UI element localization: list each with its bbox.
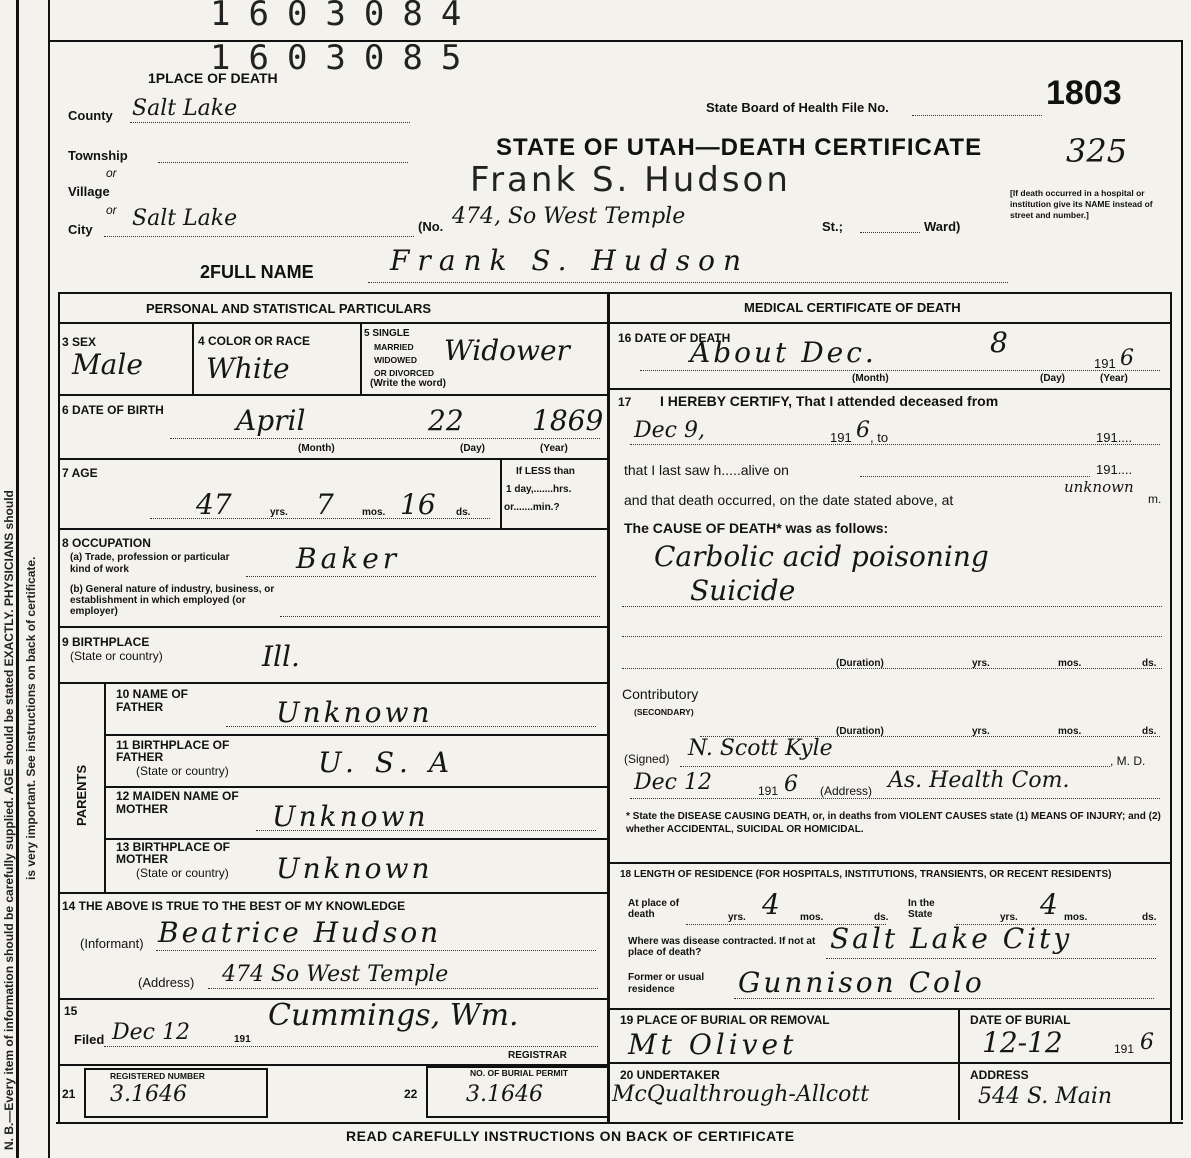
margin-note: N. B.—Every item of information should be carefully supplied. AGE should be stated EXACTLY. PHYSICIANS should	[2, 490, 16, 1150]
dob-month: April	[236, 404, 306, 437]
marital-value: Widower	[444, 334, 570, 367]
street-value: 474, So West Temple	[452, 204, 686, 229]
color-value: White	[206, 352, 290, 385]
age-months: 7	[316, 488, 334, 521]
sex-label: 3 SEX	[62, 335, 97, 349]
informant-label: (Informant)	[80, 936, 144, 951]
no-label: (No.	[418, 219, 444, 234]
occupation-label: 8 OCCUPATION	[62, 536, 151, 550]
at-place-label: At place of death	[628, 898, 680, 920]
dob-month-label: (Month)	[298, 443, 335, 454]
local-number: 325	[1066, 132, 1128, 170]
death-year-suffix: 6	[1120, 346, 1134, 371]
signed-year-suffix: 6	[784, 772, 798, 797]
sex-value: Male	[72, 348, 143, 381]
right-border	[1181, 40, 1183, 1120]
full-name-line	[368, 282, 1008, 283]
row-line-5	[58, 682, 608, 684]
mother-name-line	[256, 830, 596, 831]
last-saw-line	[860, 476, 1090, 477]
filed-year: 191	[234, 1034, 251, 1045]
registered-number-label: REGISTERED NUMBER	[110, 1071, 205, 1081]
marital-label-4: OR DIVORCED	[374, 368, 434, 378]
age-years: 47	[196, 488, 232, 521]
undertaker-value: McQualthrough-Allcott	[612, 1082, 870, 1107]
burial-date-value: 12-12	[982, 1026, 1063, 1059]
contracted-value: Salt Lake City	[830, 922, 1073, 955]
attended-line	[630, 444, 1160, 445]
mother-birthplace-sub: (State or country)	[136, 866, 229, 880]
margin-note-2: is very important. See instructions on back of certificate.	[24, 556, 38, 880]
full-name-label: 2FULL NAME	[200, 262, 314, 282]
certificate-title: STATE OF UTAH—DEATH CERTIFICATE	[496, 134, 983, 161]
burial-year: 191	[1114, 1042, 1135, 1056]
father-name-value: Unknown	[276, 696, 433, 729]
certify-number: 17	[618, 395, 632, 409]
burial-permit-label: NO. OF BURIAL PERMIT	[470, 1068, 569, 1078]
cause-line-2	[622, 636, 1162, 637]
dob-label: 6 DATE OF BIRTH	[62, 403, 164, 417]
duration-label-2: (Duration)	[836, 726, 884, 737]
duration-ds-1: ds.	[1142, 658, 1157, 669]
file-number-label: State Board of Health File No.	[706, 100, 889, 115]
father-birthplace-label: 11 BIRTHPLACE OF FATHER	[116, 738, 230, 764]
duration-yrs-2: yrs.	[972, 726, 990, 737]
death-year-prefix: 191	[1094, 356, 1116, 371]
informant-line	[156, 950, 596, 951]
duration-yrs-1: yrs.	[972, 658, 990, 669]
occupation-line	[246, 576, 596, 577]
death-time-value: unknown	[1064, 478, 1134, 496]
burial-place-label: 19 PLACE OF BURIAL OR REMOVAL	[620, 1013, 830, 1027]
at-place-ds-label: ds.	[874, 912, 889, 923]
less-than-label-2: 1 day,.......hrs.	[506, 484, 572, 495]
cause-of-death-value-2: Suicide	[690, 574, 796, 607]
city-label: City	[68, 222, 93, 237]
contracted-line	[826, 958, 1156, 959]
section-header-line	[58, 322, 1170, 324]
signed-line	[680, 766, 1110, 767]
marital-label-5: (Write the word)	[370, 378, 446, 389]
right-section-border	[1170, 292, 1172, 1122]
duration-ds-2: ds.	[1142, 726, 1157, 737]
row-line-2	[58, 458, 608, 460]
age-line	[150, 518, 490, 519]
mother-name-label: 12 MAIDEN NAME OF MOTHER	[116, 789, 239, 816]
former-residence-label: Former or usual residence	[628, 972, 705, 995]
contracted-label: Where was disease contracted. If not at place of death?	[628, 936, 816, 958]
certify-text: I HEREBY CERTIFY, That I attended deceased from	[660, 393, 999, 409]
typed-name: Frank S. Hudson	[470, 160, 791, 200]
item-22-number: 22	[404, 1087, 418, 1101]
signed-year: 191	[758, 784, 779, 798]
full-name-value: Frank S. Hudson	[390, 244, 750, 277]
footer-instructions: READ CAREFULLY INSTRUCTIONS ON BACK OF CERTIFICATE	[346, 1128, 795, 1144]
in-state-yrs-label: yrs.	[1000, 912, 1018, 923]
burial-place-value: Mt Olivet	[628, 1028, 798, 1061]
age-mos-label: mos.	[362, 507, 386, 518]
occupation-value: Baker	[296, 542, 401, 575]
burial-year-suffix: 6	[1140, 1030, 1154, 1055]
age-yrs-label: yrs.	[270, 507, 288, 518]
cause-of-death-value: Carbolic acid poisoning	[654, 540, 989, 573]
age-divider	[500, 458, 502, 528]
undertaker-address-value: 544 S. Main	[978, 1084, 1113, 1109]
hospital-note: [If death occurred in a hospital or institution give its NAME instead of street and number.]	[1010, 188, 1153, 220]
less-than-label-1: If LESS than	[516, 466, 575, 477]
last-saw-label: that I last saw h.....alive on	[624, 462, 789, 478]
less-than-label-3: or.......min.?	[504, 502, 560, 513]
death-date-label: 16 DATE OF DEATH	[618, 331, 731, 345]
in-state-ds-label: ds.	[1142, 912, 1157, 923]
dob-year: 1869	[532, 404, 604, 437]
item-15-number: 15	[64, 1004, 78, 1018]
dob-day: 22	[428, 404, 464, 437]
filed-line	[104, 1046, 598, 1047]
city-value: Salt Lake	[132, 206, 238, 231]
attended-from-year: 191	[830, 430, 852, 445]
bottom-border	[56, 1122, 1183, 1124]
death-day: 8	[990, 326, 1008, 359]
ward-line	[860, 232, 920, 233]
row-line-6	[104, 734, 608, 736]
secondary-label: (SECONDARY)	[634, 707, 694, 717]
township-label: Township	[68, 148, 128, 163]
file-number-line	[912, 115, 1042, 116]
father-name-label: 10 NAME OF FATHER	[116, 687, 189, 714]
to-label: , to	[870, 430, 889, 445]
signed-value: N. Scott Kyle	[688, 736, 833, 761]
row-line-3	[58, 528, 608, 530]
marital-label-2: MARRIED	[374, 342, 414, 352]
in-state-label: In the State	[908, 898, 935, 920]
former-residence-line	[734, 998, 1154, 999]
duration-line-1	[622, 668, 1162, 669]
occupation-a-label: (a) Trade, profession or particular kind of work	[70, 552, 230, 575]
signed-date: Dec 12	[634, 770, 712, 795]
parents-label: PARENTS	[74, 764, 89, 826]
row-line-1	[58, 394, 608, 396]
mother-birthplace-value: Unknown	[276, 852, 433, 885]
left-border	[16, 0, 19, 1158]
city-line	[104, 236, 414, 237]
registrar-label: REGISTRAR	[508, 1050, 567, 1061]
right-row-line-4	[608, 1062, 1170, 1064]
place-of-death-label: 1PLACE OF DEATH	[148, 70, 278, 86]
cause-footnote: * State the DISEASE CAUSING DEATH, or, in deaths from VIOLENT CAUSES state (1) MEANS OF INJURY; and (2) whether ACCIDENTAL, SUICIDAL OR HOMICIDAL.	[626, 811, 1161, 835]
right-row-line-3	[608, 1008, 1170, 1010]
or-label-2: or	[106, 203, 117, 217]
duration-mos-2: mos.	[1058, 726, 1082, 737]
dob-day-label: (Day)	[460, 443, 486, 454]
sex-divider	[192, 324, 194, 394]
undertaker-address-label: ADDRESS	[970, 1068, 1029, 1082]
stamp-number-1: 1603084	[210, 0, 480, 34]
section-top-line	[58, 292, 1170, 294]
at-place-yrs-label: yrs.	[728, 912, 746, 923]
mother-birthplace-label: 13 BIRTHPLACE OF MOTHER	[116, 840, 231, 866]
street-label: St.;	[822, 219, 843, 234]
signed-label: (Signed)	[624, 752, 670, 766]
registrar-signature: Cummings, Wm.	[268, 998, 519, 1033]
dob-year-label: (Year)	[540, 443, 568, 454]
row-line-9	[58, 892, 608, 894]
attended-from-year-suffix: 6	[856, 418, 870, 443]
occupation-b-label: (b) General nature of industry, business, or establishment in which employed (or employer)	[70, 584, 275, 617]
township-line	[158, 162, 408, 163]
filed-label: Filed	[74, 1032, 105, 1047]
item-21-number: 21	[62, 1087, 76, 1101]
certifier-address-label: (Address)	[820, 784, 873, 798]
undertaker-label: 20 UNDERTAKER	[620, 1068, 720, 1082]
filed-value: Dec 12	[112, 1020, 190, 1045]
row-line-7	[104, 786, 608, 788]
cause-of-death-label: The CAUSE OF DEATH* was as follows:	[624, 520, 889, 536]
or-label-1: or	[106, 166, 117, 180]
signed-date-line	[630, 798, 1160, 799]
father-birthplace-value: U. S. A	[318, 746, 456, 779]
last-saw-year: 191....	[1096, 462, 1133, 477]
certifier-address-value: As. Health Com.	[888, 768, 1070, 793]
attended-from-value: Dec 9,	[634, 418, 705, 443]
former-residence-value: Gunnison Colo	[738, 966, 985, 999]
duration-label-1: (Duration)	[836, 658, 884, 669]
burial-permit-value: 3.1646	[466, 1082, 543, 1107]
inner-left-border	[48, 0, 50, 1158]
death-date-line	[640, 370, 1160, 371]
death-day-label: (Day)	[1040, 373, 1066, 384]
color-divider	[360, 324, 362, 394]
right-row-line-1	[608, 388, 1170, 390]
employer-line	[280, 616, 600, 617]
in-state-mos-label: mos.	[1064, 912, 1088, 923]
informant-address-line	[208, 988, 598, 989]
ward-label: Ward)	[924, 219, 961, 234]
birthplace-value: Ill.	[262, 640, 300, 673]
death-occurred-label: and that death occurred, on the date stated above, at	[624, 492, 954, 508]
right-row-line-2	[608, 862, 1170, 864]
birthplace-label: 9 BIRTHPLACE	[62, 635, 150, 649]
file-number: 1803	[1046, 74, 1122, 112]
death-year-label: (Year)	[1100, 373, 1128, 384]
mother-name-value: Unknown	[272, 800, 429, 833]
village-label: Village	[68, 184, 110, 199]
marital-label-3: WIDOWED	[374, 355, 417, 365]
death-month-label: (Month)	[852, 373, 889, 384]
age-label: 7 AGE	[62, 466, 98, 480]
informant-value: Beatrice Hudson	[158, 916, 442, 949]
county-label: County	[68, 108, 113, 123]
residence-label: 18 LENGTH OF RESIDENCE (FOR HOSPITALS, INSTITUTIONS, TRANSIENTS, OR RECENT RESIDENTS)	[620, 869, 1112, 880]
personal-section-title: PERSONAL AND STATISTICAL PARTICULARS	[146, 301, 432, 316]
medical-section-title: MEDICAL CERTIFICATE OF DEATH	[744, 300, 961, 315]
father-name-line	[226, 726, 596, 727]
m-label: m.	[1148, 492, 1162, 506]
stamp-number-2: 1603085	[210, 38, 480, 78]
birthplace-sub: (State or country)	[70, 649, 163, 663]
knowledge-label: 14 THE ABOVE IS TRUE TO THE BEST OF MY KNOWLEDGE	[62, 899, 406, 913]
age-ds-label: ds.	[456, 507, 471, 518]
at-place-years: 4	[762, 888, 780, 921]
registered-number-value: 3.1646	[110, 1082, 187, 1107]
informant-address-label: (Address)	[138, 975, 195, 990]
county-line	[130, 122, 410, 123]
burial-divider	[958, 1008, 960, 1062]
at-place-mos-label: mos.	[800, 912, 824, 923]
father-birthplace-sub: (State or country)	[136, 764, 229, 778]
duration-mos-1: mos.	[1058, 658, 1082, 669]
burial-date-label: DATE OF BURIAL	[970, 1013, 1071, 1027]
county-value: Salt Lake	[132, 96, 238, 121]
md-label: , M. D.	[1110, 754, 1146, 768]
row-line-4	[58, 626, 608, 628]
in-state-years: 4	[1040, 888, 1058, 921]
color-label: 4 COLOR OR RACE	[198, 334, 311, 348]
informant-address-value: 474 So West Temple	[222, 962, 449, 987]
dob-line	[170, 438, 600, 439]
cause-line-1	[622, 606, 1162, 607]
to-year: 191....	[1096, 430, 1133, 445]
marital-label-1: 5 SINGLE	[364, 328, 410, 339]
contributory-label: Contributory	[622, 686, 699, 702]
death-date-value: About Dec.	[690, 336, 877, 369]
age-days: 16	[400, 488, 436, 521]
undertaker-divider	[958, 1062, 960, 1120]
